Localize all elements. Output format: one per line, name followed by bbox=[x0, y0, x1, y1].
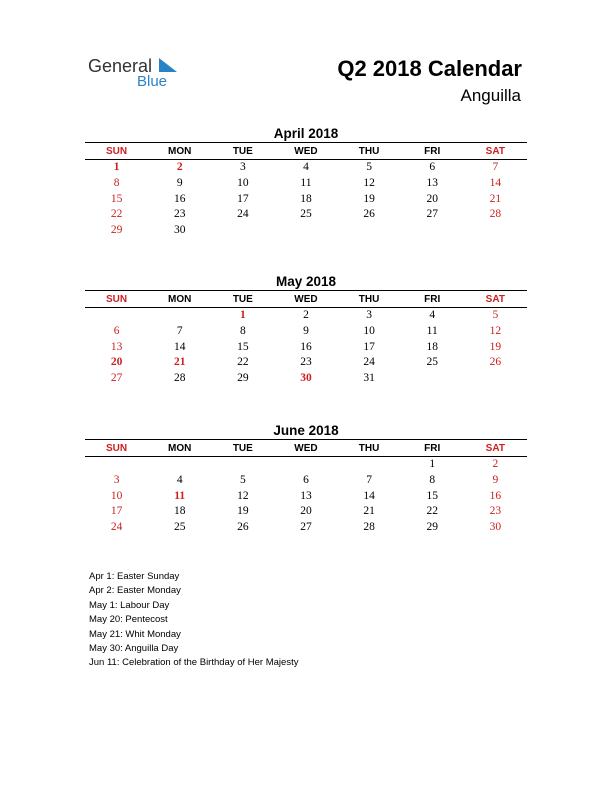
day-cell: 24 bbox=[110, 521, 123, 534]
day-cell: 11 bbox=[426, 324, 438, 337]
day-cell: 2 bbox=[303, 309, 309, 321]
day-cell: 22 bbox=[237, 356, 249, 369]
weekday-header: SAT bbox=[485, 442, 505, 454]
weekday-header: MON bbox=[168, 145, 192, 157]
weekday-header: SUN bbox=[106, 442, 128, 454]
day-cell: 28 bbox=[173, 372, 186, 385]
weekday-header: THU bbox=[358, 293, 380, 305]
weekday-header: WED bbox=[294, 145, 318, 157]
day-cell: 23 bbox=[489, 505, 502, 518]
day-cell: 25 bbox=[300, 208, 312, 221]
day-cell: 13 bbox=[110, 340, 123, 353]
day-cell: 18 bbox=[300, 192, 312, 205]
day-cell: 24 bbox=[237, 208, 249, 221]
day-cell: 30 bbox=[173, 224, 186, 237]
day-cell: 11 bbox=[174, 489, 186, 502]
day-cell: 27 bbox=[426, 208, 438, 221]
day-cell: 2 bbox=[176, 161, 183, 173]
weekday-header: TUE bbox=[232, 293, 253, 305]
holiday-item: May 1: Labour Day bbox=[89, 599, 170, 611]
country-name: Anguilla bbox=[460, 86, 521, 105]
day-cell: 10 bbox=[237, 176, 249, 189]
day-cell: 5 bbox=[366, 161, 372, 173]
weekday-header: SUN bbox=[106, 145, 128, 157]
holiday-item: May 21: Whit Monday bbox=[89, 628, 181, 640]
day-cell: 6 bbox=[113, 324, 120, 337]
day-cell: 29 bbox=[110, 224, 123, 237]
empty-cell bbox=[148, 308, 211, 324]
day-cell: 1 bbox=[113, 161, 120, 173]
day-cell: 16 bbox=[489, 489, 502, 502]
day-cell: 28 bbox=[489, 208, 502, 221]
day-cell: 15 bbox=[110, 192, 123, 205]
day-cell: 26 bbox=[237, 521, 249, 534]
month-april bbox=[85, 125, 527, 239]
weekday-header: SAT bbox=[485, 293, 505, 305]
day-cell: 2 bbox=[492, 458, 499, 470]
weekday-header: FRI bbox=[424, 145, 441, 157]
empty-cell bbox=[85, 308, 148, 324]
empty-cell bbox=[338, 457, 401, 473]
day-cell: 10 bbox=[110, 489, 123, 502]
day-cell: 15 bbox=[426, 489, 438, 502]
day-cell: 6 bbox=[429, 161, 436, 173]
weekday-header: THU bbox=[358, 145, 380, 157]
day-cell: 17 bbox=[110, 505, 123, 518]
day-cell: 20 bbox=[426, 192, 438, 205]
weekday-header: MON bbox=[168, 442, 192, 454]
day-cell: 19 bbox=[363, 192, 375, 205]
day-cell: 25 bbox=[173, 521, 186, 534]
day-cell: 15 bbox=[237, 340, 249, 353]
month-june bbox=[85, 422, 527, 536]
holiday-item: Apr 1: Easter Sunday bbox=[89, 571, 180, 582]
day-cell: 12 bbox=[237, 489, 249, 502]
day-cell: 13 bbox=[300, 489, 312, 502]
empty-cell bbox=[148, 457, 211, 473]
holiday-item: May 30: Anguilla Day bbox=[89, 643, 179, 655]
day-cell: 14 bbox=[173, 340, 186, 353]
day-cell: 10 bbox=[363, 324, 375, 337]
day-cell: 4 bbox=[176, 473, 183, 486]
day-cell: 16 bbox=[300, 340, 312, 353]
empty-cell bbox=[274, 457, 337, 473]
weekday-header: WED bbox=[294, 293, 318, 305]
day-cell: 11 bbox=[300, 176, 312, 189]
day-cell: 8 bbox=[239, 324, 246, 337]
day-cell: 21 bbox=[363, 505, 375, 518]
day-cell: 21 bbox=[489, 192, 502, 205]
day-cell: 30 bbox=[300, 372, 312, 385]
day-cell: 23 bbox=[173, 208, 186, 221]
weekday-header: SAT bbox=[485, 145, 505, 157]
day-cell: 3 bbox=[366, 309, 372, 321]
day-cell: 22 bbox=[110, 208, 123, 221]
day-cell: 19 bbox=[489, 340, 502, 353]
month-title: June 2018 bbox=[273, 423, 339, 438]
day-cell: 1 bbox=[239, 309, 246, 321]
day-cell: 23 bbox=[300, 356, 312, 369]
day-cell: 9 bbox=[176, 176, 183, 189]
holiday-item: Jun 11: Celebration of the Birthday of Her Majesty bbox=[89, 657, 299, 669]
day-cell: 13 bbox=[426, 176, 438, 189]
day-cell: 7 bbox=[492, 161, 499, 173]
day-cell: 30 bbox=[489, 521, 502, 534]
weekday-header-row bbox=[85, 290, 527, 308]
month-title: April 2018 bbox=[273, 126, 339, 141]
day-cell: 27 bbox=[110, 372, 123, 385]
day-cell: 14 bbox=[363, 489, 375, 502]
day-cell: 29 bbox=[237, 372, 249, 385]
day-cell: 28 bbox=[363, 521, 375, 534]
day-cell: 3 bbox=[113, 473, 120, 486]
day-cell: 16 bbox=[173, 192, 186, 205]
day-cell: 17 bbox=[363, 340, 375, 353]
empty-cell bbox=[85, 457, 148, 473]
day-cell: 31 bbox=[363, 372, 375, 385]
weekday-header: FRI bbox=[424, 293, 441, 305]
weekday-header: WED bbox=[294, 442, 318, 454]
day-cell: 12 bbox=[363, 176, 375, 189]
day-cell: 20 bbox=[110, 356, 123, 369]
day-cell: 9 bbox=[303, 324, 309, 337]
day-grid bbox=[85, 160, 527, 239]
day-cell: 7 bbox=[176, 324, 183, 337]
day-cell: 27 bbox=[300, 521, 312, 534]
weekday-header: THU bbox=[358, 442, 380, 454]
day-cell: 21 bbox=[173, 356, 186, 369]
day-cell: 20 bbox=[300, 505, 312, 518]
day-cell: 6 bbox=[303, 473, 309, 486]
weekday-header: MON bbox=[168, 293, 192, 305]
logo-text-general: General bbox=[88, 56, 153, 76]
day-cell: 4 bbox=[429, 309, 436, 321]
day-cell: 24 bbox=[363, 356, 375, 369]
weekday-header: FRI bbox=[424, 442, 441, 454]
day-cell: 3 bbox=[239, 161, 246, 173]
holiday-item: Apr 2: Easter Monday bbox=[89, 585, 181, 597]
weekday-header-row bbox=[85, 439, 527, 457]
day-cell: 18 bbox=[173, 505, 186, 518]
day-cell: 7 bbox=[366, 473, 372, 486]
logo-text-blue: Blue bbox=[137, 73, 168, 90]
day-cell: 12 bbox=[489, 324, 502, 337]
day-cell: 8 bbox=[113, 176, 120, 189]
generalblue-logo bbox=[88, 56, 188, 96]
day-cell: 26 bbox=[363, 208, 375, 221]
page-title: Q2 2018 Calendar bbox=[337, 56, 522, 81]
day-cell: 14 bbox=[489, 176, 502, 189]
weekday-header-row bbox=[85, 142, 527, 160]
day-cell: 22 bbox=[426, 505, 438, 518]
day-cell: 26 bbox=[489, 356, 502, 369]
empty-cell bbox=[211, 457, 274, 473]
month-may bbox=[85, 273, 527, 387]
logo-triangle-icon bbox=[159, 58, 177, 72]
day-cell: 29 bbox=[426, 521, 438, 534]
day-cell: 17 bbox=[237, 192, 249, 205]
day-cell: 8 bbox=[429, 473, 436, 486]
day-grid bbox=[85, 457, 527, 536]
month-title: May 2018 bbox=[275, 274, 337, 289]
weekday-header: SUN bbox=[106, 293, 128, 305]
holiday-list bbox=[89, 570, 298, 671]
day-cell: 18 bbox=[426, 340, 438, 353]
holiday-item: May 20: Pentecost bbox=[89, 614, 168, 626]
day-cell: 1 bbox=[429, 458, 436, 470]
weekday-header: TUE bbox=[232, 442, 253, 454]
day-cell: 19 bbox=[237, 505, 249, 518]
day-cell: 9 bbox=[492, 473, 499, 486]
weekday-header: TUE bbox=[232, 145, 253, 157]
day-cell: 5 bbox=[239, 473, 246, 486]
day-cell: 25 bbox=[426, 356, 438, 369]
day-cell: 5 bbox=[492, 309, 499, 321]
day-cell: 4 bbox=[303, 161, 309, 173]
day-grid bbox=[85, 308, 527, 387]
